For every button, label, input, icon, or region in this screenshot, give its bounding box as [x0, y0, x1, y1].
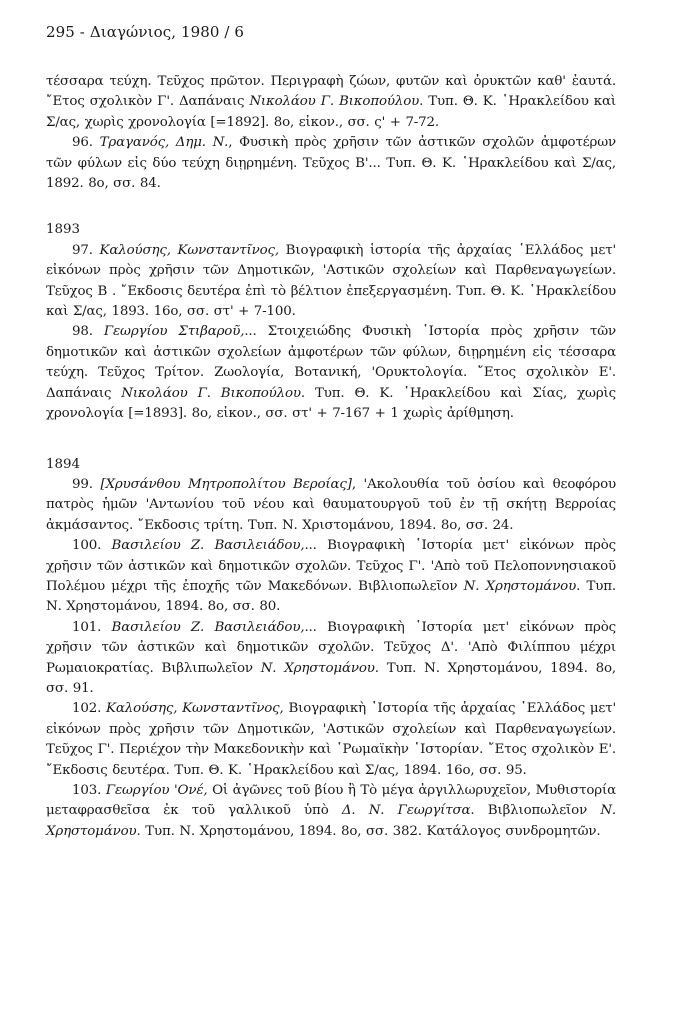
italic-name: Καλούσης, Κωνσταντῖνος, [99, 242, 279, 258]
document-page [46, 22, 616, 842]
entry-number: 103. [72, 783, 106, 798]
bibliography-entry-99 [46, 475, 616, 536]
entry-text: . Τυπ. Θ. Κ. ῾Ηρακλείδου καὶ Σ/ας, χωρὶς χρονολογία [=1892]. 8ο, εἰκον., σσ. ς' + 7-72. [46, 94, 616, 130]
entry-text: Βιογραφικὴ ἱστορία τῆς ἀρχαίας ῾Ελλάδος μετ' εἰκόνων πρὸς χρῆσιν τῶν Δημοτικῶν, 'Αστικῶν σχολείων καὶ Παρθεναγωγείων. Τεῦχος Β . ῎Εκδοσις δευτέρα ἐπὶ τὸ βέλτιον ἐπεξεργασμένη. Τυπ. Θ. Κ. ῾Ηρακλείδου καὶ Σ/ας, 1893. 16ο, σσ. στ' + 7-100. [46, 242, 616, 320]
entry-number: 100. [72, 538, 112, 554]
entry-text: . Βιβλιοπωλεῖον [470, 803, 601, 819]
bibliography-entry-97 [46, 241, 616, 323]
entry-text: τέσσαρα τεύχη. Τεῦχος πρῶτον. Περιγραφὴ ζώων, φυτῶν καὶ ὀρυκτῶν καθ' ἑαυτά. ῎Ετος σχολικὸν Γ'. Δαπάναις [46, 74, 616, 110]
entry-text: Βιογραφικὴ ῾Ιστορία τῆς ἀρχαίας ῾Ελλάδος μετ' εἰκόνων πρὸς χρῆσιν τῶν Δημοτικῶν, 'Αστικῶν σχολείων καὶ Παρθεναγωγείων. Τεῦχος Γ'. Περιέχον τὴν Μακεδονικὴν καὶ ῾Ρωμαϊκὴν ῾Ιστορίαν. ῎Ετος σχολικὸν Ε'. ῎Εκδοσις δευτέρα. Τυπ. Θ. Κ. ῾Ηρακλείδου καὶ Σ/ας, 1894. 16ο, σσ. 95. [46, 701, 617, 778]
italic-name: [Χρυσάνθου Μητροπολίτου Βεροίας] [100, 476, 352, 492]
italic-name: Δ. Ν. Γεωργίτσα [341, 803, 471, 819]
italic-name: Ν. Χρηστομάνου [463, 578, 577, 594]
italic-name: Καλούσης, Κωνσταντῖνος, [106, 701, 284, 717]
bibliography-entry-102 [46, 699, 616, 781]
entry-text: , 'Ακολουθία τοῦ ὁσίου καὶ θεοφόρου πατρὸς ἡμῶν 'Αντωνίου τοῦ νέου καὶ θαυματουργοῦ τοῦ ἐν τῇ σκήτῃ Βερροίας ἀκμάσαντος. ῎Εκδοσις τρίτη. Τυπ. Ν. Χριστομάνου, 1894. 8ο, σσ. 24. [46, 476, 616, 533]
entry-text: ... Βιογραφικὴ ῾Ιστορία μετ' εἰκόνων πρὸς χρῆσιν τῶν ἀστικῶν καὶ δημοτικῶν σχολῶν. Τεῦχος Δ'. 'Απὸ Φιλίππου μέχρι Ρωμαιοκρατίας. Βιβλιπωλεῖον [46, 619, 616, 676]
entry-text: , Φυσικὴ πρὸς χρῆσιν τῶν ἀστικῶν σχολῶν ἀμφοτέρων τῶν φύλων εἰς δύο τεύχη διῃρημένη. Τεῦχος Β'... Τυπ. Θ. Κ. ῾Ηρακλείδου καὶ Σ/ας, 1892. 8ο, σσ. 84. [46, 135, 616, 192]
entry-number: 101. [72, 619, 112, 635]
italic-name: Τραγανός, Δημ. Ν. [99, 135, 229, 151]
entry-number: 99. [72, 476, 101, 492]
entry-text: ... Βιογραφικὴ ῾Ιστορία μετ' εἰκόνων πρὸς χρῆσιν τῶν ἀστικῶν καὶ δημοτικῶν σχολῶν. Τεῦχος Γ'. 'Απὸ τοῦ Πελοποννησιακοῦ Πολέμου μέχρι τῆς ἐποχῆς τῶν Μακεδόνων. Βιβλιοπωλεῖον [46, 538, 616, 594]
section-1893 [46, 220, 616, 424]
entry-text: ... Στοιχειώδης Φυσικὴ ῾Ιστορία πρὸς χρῆσιν τῶν δημοτικῶν καὶ ἀστικῶν σχολείων ἀμφοτέρων τῶν φύλων, διῃρημένη εἰς τέσσαρα τεύχη. Τεῦχος Τρίτον. Ζωολογία, Βοτανική, 'Ορυκτολογία. ῎Ετος σχολικὸν Ε'. Δαπάναις [46, 324, 617, 401]
section-1894 [46, 455, 616, 843]
entry-text: . Τυπ. Θ. Κ. ῾Ηρακλείδου καὶ Σίας, χωρὶς χρονολογία [=1893]. 8ο, εἰκον., σσ. στ' + 7-167 + 1 χωρὶς ἀρίθμηση. [46, 385, 616, 422]
bibliography-entry-103 [46, 781, 616, 842]
italic-name: Γεωργίου 'Ονέ, [105, 783, 208, 798]
bibliography-entry-96 [46, 133, 616, 194]
entry-number: 97. [72, 242, 100, 258]
section-1892 [46, 133, 616, 194]
running-head: 295 - Διαγώνιος, 1980 / 6 [46, 23, 245, 41]
entry-text: . Τυπ. Ν. Χρηστομάνου, 1894. 8ο, σσ. 382. Κατάλογος συνδρομητῶν. [136, 823, 601, 839]
year-heading-1894: 1894 [46, 456, 81, 472]
italic-name: Νικολάου Γ. Βικοπούλου [121, 385, 301, 401]
italic-name: Βασιλείου Ζ. Βασιλειάδου, [111, 538, 305, 554]
entry-number: 96. [72, 135, 100, 151]
italic-name: Γεωργίου Στιβαροῦ, [103, 324, 245, 340]
entry-text: Οἱ ἀγῶνες τοῦ βίου ἢ Τὸ μέγα ἀργιλλωρυχεῖον, Μυθιστορία μεταφρασθεῖσα ἐκ τοῦ γαλλικοῦ ὑπὸ [46, 783, 617, 819]
year-heading-1893: 1893 [46, 222, 81, 238]
italic-name: Ν. Χρηστομάνου [46, 803, 616, 839]
entry-text: . Τυπ. Ν. Χρηστομάνου, 1894. 8ο, σσ. 91. [46, 660, 616, 696]
entry-number: 98. [72, 324, 104, 340]
italic-name: Βασιλείου Ζ. Βασιλειάδου, [111, 619, 305, 635]
bibliography-entry-101 [46, 618, 616, 700]
entry-number: 102. [72, 701, 107, 717]
bibliography-entry-98 [46, 322, 616, 424]
entry-text: . Τυπ. Ν. Χρηστομάνου, 1894. 8ο, σσ. 80. [46, 578, 616, 615]
italic-name: Νικολάου Γ. Βικοπούλου [249, 94, 420, 110]
italic-name: Ν. Χρηστομάνου [260, 660, 375, 676]
continuation-paragraph [46, 72, 616, 133]
bibliography-entry-100 [46, 536, 616, 618]
